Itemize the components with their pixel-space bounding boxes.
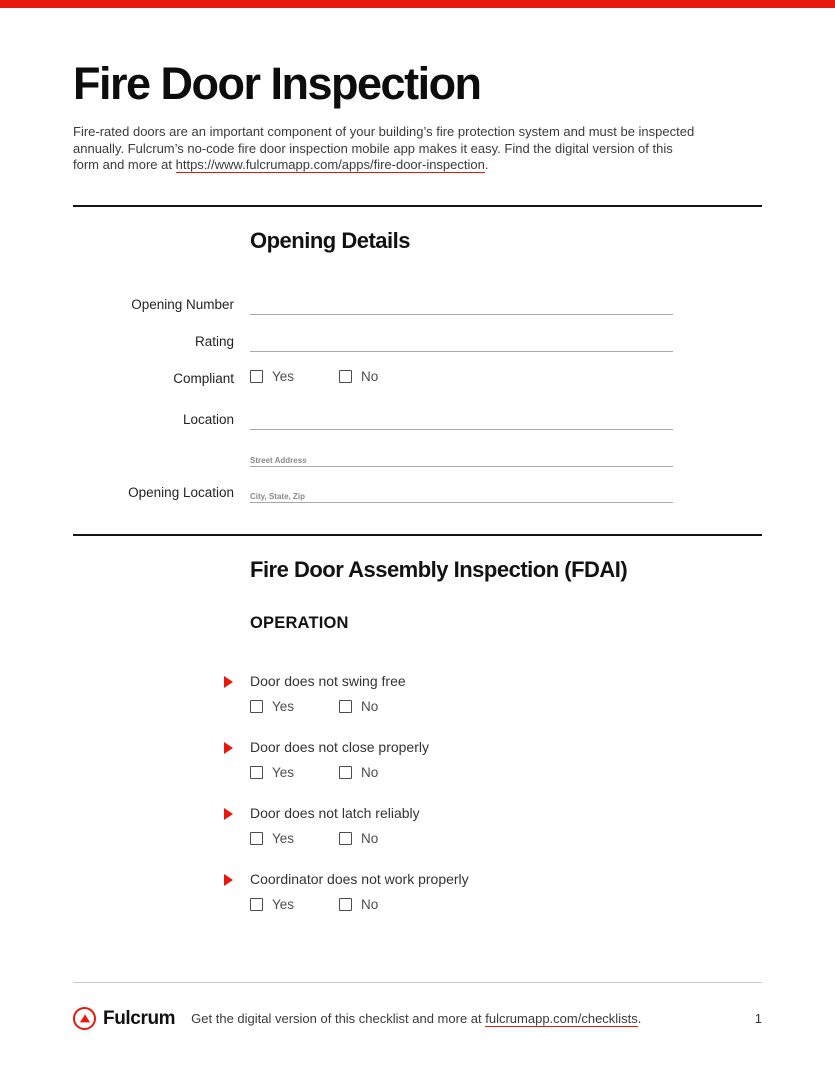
field-label: Rating [194,333,234,349]
compliant-no-label: No [361,369,379,385]
fdai-item-coordinator [250,871,762,913]
opening-number-write-line [250,291,673,315]
footer-text-before-link: Get the digital version of this checklist and more at [191,1011,486,1026]
no-label: No [361,831,379,847]
top-accent-bar [0,0,835,8]
item-label: Coordinator does not work properly [250,870,469,887]
opening-details-fields [73,291,762,503]
page-footer [73,982,762,1030]
footer-link[interactable]: fulcrumapp.com/checklists [485,1011,638,1026]
fdai-heading: Fire Door Assembly Inspection (FDAI) [250,556,628,582]
yes-label: Yes [272,699,295,715]
location-row [73,406,762,430]
intro-link[interactable]: https://www.fulcrumapp.com/apps/fire-door-inspection [175,157,485,173]
item-label: Door does not latch reliably [250,804,420,821]
intro-period: . [484,157,489,173]
opening-number-row [73,291,762,315]
opening-location-row [73,443,762,503]
compliant-yes-checkbox[interactable] [250,370,263,383]
item-options [250,699,762,715]
yes-label: Yes [272,897,295,913]
close-properly-no-checkbox[interactable] [339,766,352,779]
fdai-item-latch-reliably [250,805,762,847]
latch-reliably-yes-checkbox[interactable] [250,832,263,845]
compliant-yes-label: Yes [272,369,295,385]
address-lines [250,443,673,503]
no-label: No [361,765,379,781]
city-state-zip-sublabel: City, State, Zip [250,491,305,501]
rating-row [73,328,762,352]
section-divider [73,534,762,536]
field-label: Opening Number [131,296,234,312]
compliant-row [73,365,762,389]
footer-period: . [637,1011,642,1026]
field-label: Compliant [173,370,234,386]
fulcrum-brand-name: Fulcrum [103,1007,176,1029]
field-label: Opening Location [128,484,234,500]
item-options [250,765,762,781]
latch-reliably-no-checkbox[interactable] [339,832,352,845]
page-title: Fire Door Inspection [73,58,481,109]
fulcrum-logo-icon [73,1007,96,1030]
rating-write-line [250,328,673,352]
yes-label: Yes [272,831,295,847]
footer-text [191,1011,641,1026]
item-options [250,831,762,847]
coordinator-no-checkbox[interactable] [339,898,352,911]
fdai-item-swing-free [250,673,762,715]
compliant-no-checkbox[interactable] [339,370,352,383]
item-options [250,897,762,913]
no-label: No [361,699,379,715]
coordinator-yes-checkbox[interactable] [250,898,263,911]
opening-details-heading: Opening Details [250,227,410,253]
intro-text: Fire-rated doors are an important component of your building’s fire protection system and must be inspected annually. Fulcrum’s no-code fire door inspection mobile app makes it easy. Find the digital version of this form and more at [73,124,695,173]
operation-subheading: OPERATION [250,613,349,632]
footer-row [73,1007,762,1030]
item-marker-icon [224,874,233,886]
swing-free-yes-checkbox[interactable] [250,700,263,713]
field-label: Location [182,411,234,427]
item-label: Door does not close properly [250,738,429,755]
compliant-options [250,365,378,389]
fdai-items [73,673,762,913]
street-address-sublabel: Street Address [250,455,307,465]
location-write-line [250,406,673,430]
item-label: Door does not swing free [250,672,406,689]
page-number: 1 [754,1011,762,1026]
city-state-zip-write-line [250,479,673,503]
fdai-item-close-properly [250,739,762,781]
close-properly-yes-checkbox[interactable] [250,766,263,779]
street-address-write-line [250,443,673,467]
yes-label: Yes [272,765,295,781]
item-marker-icon [224,742,233,754]
item-marker-icon [224,676,233,688]
item-marker-icon [224,808,233,820]
no-label: No [361,897,379,913]
swing-free-no-checkbox[interactable] [339,700,352,713]
intro-paragraph [73,124,698,174]
page-content [0,60,835,913]
section-divider [73,205,762,207]
